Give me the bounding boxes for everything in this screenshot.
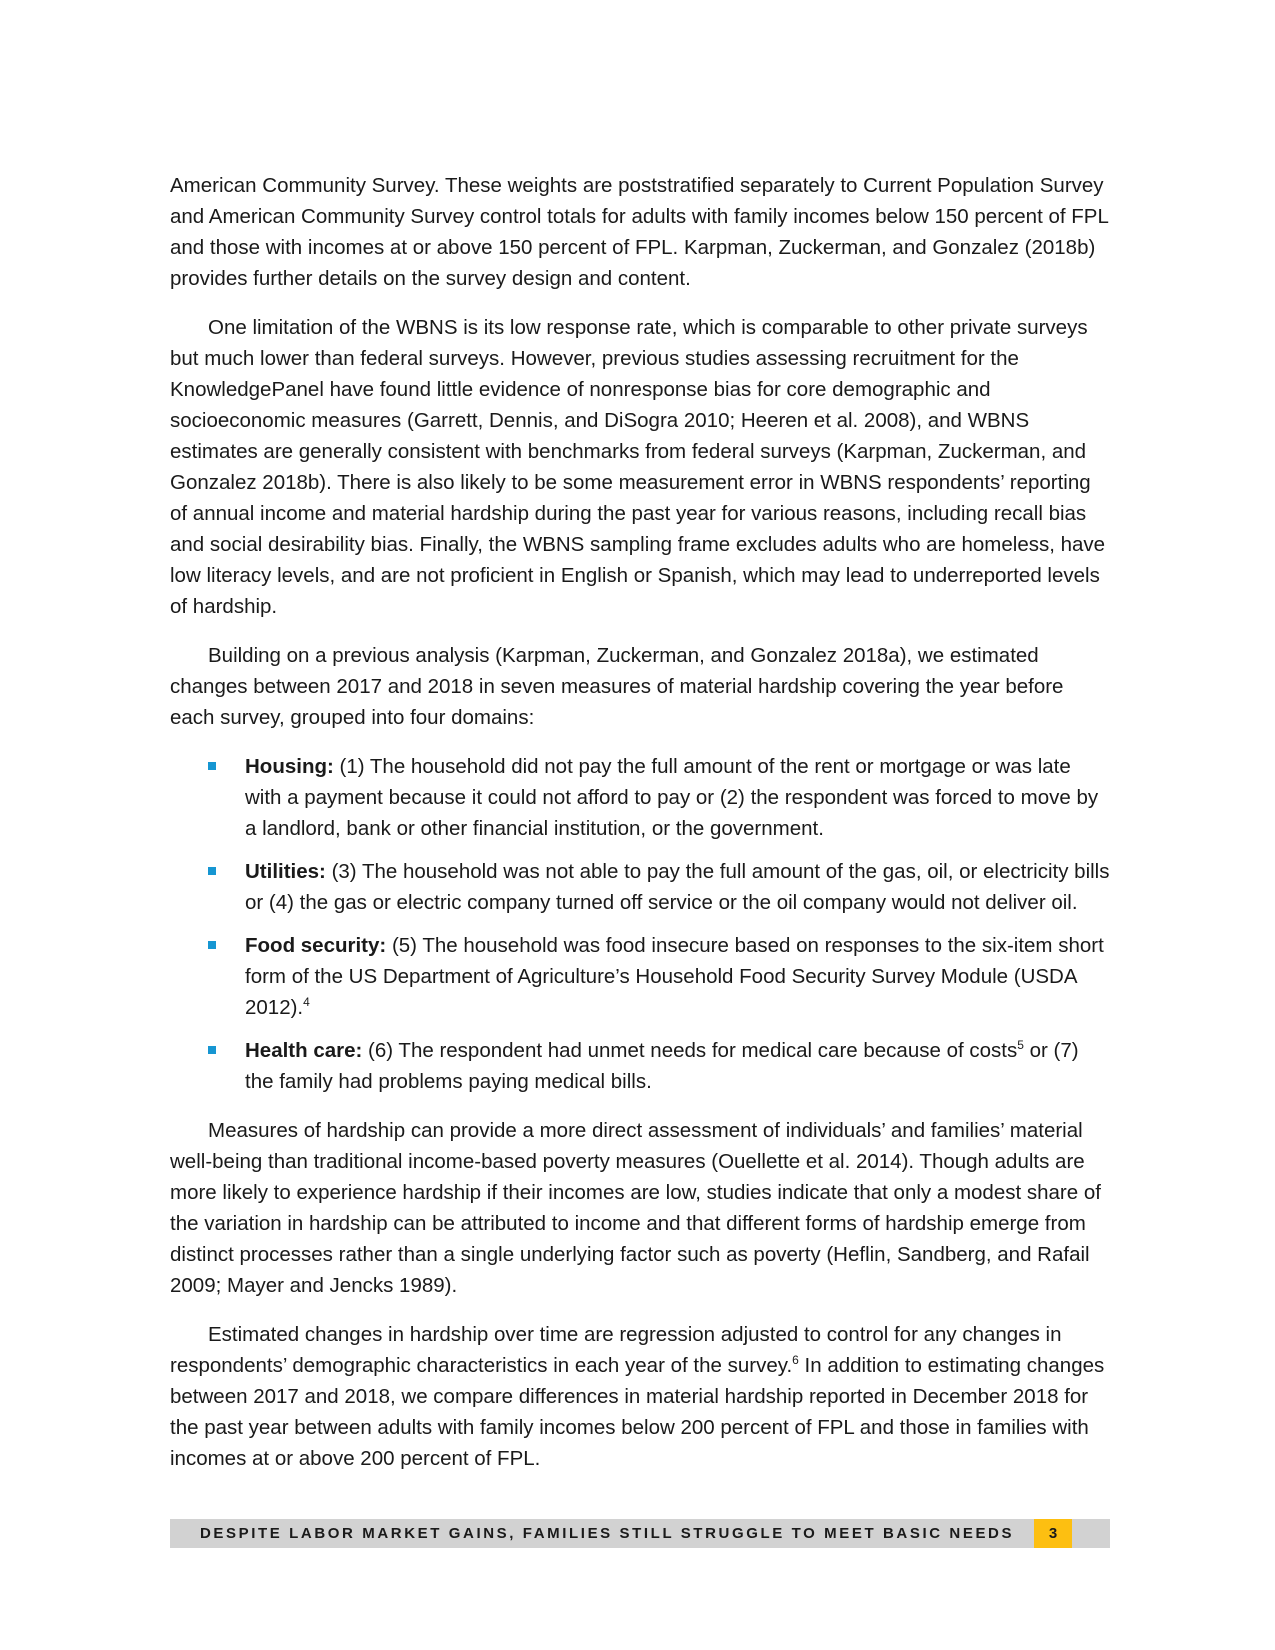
page-footer [170, 1519, 1110, 1548]
footer-title: DESPITE LABOR MARKET GAINS, FAMILIES STILL STRUGGLE TO MEET BASIC NEEDS [200, 1525, 1015, 1542]
bullet-label-health-care: Health care: [245, 1039, 363, 1062]
paragraph-estimated-changes-b: In addition to estimating changes between 2017 and 2018, we compare differences in material hardship reported in December 2018 for the past year between adults with family incomes below 200 percent of FPL and those in families with incomes at or above 200 percent of FPL. [170, 1354, 1105, 1470]
bullet-text-food-security: (5) The household was food insecure based on responses to the six-item short form of the US Department of Agriculture’s Household Food Security Survey Module (USDA 2012). [245, 934, 1104, 1019]
bullet-text-health-care-a: (6) The respondent had unmet needs for medical care because of costs [362, 1039, 1018, 1062]
bullet-label-housing: Housing: [245, 755, 334, 778]
square-bullet-icon [208, 1046, 216, 1054]
bullet-label-food-security: Food security: [245, 934, 387, 957]
bullet-text-utilities: (3) The household was not able to pay the full amount of the gas, oil, or electricity bills or (4) the gas or electric company turned off service or the oil company would not deliver oil. [245, 860, 1110, 914]
square-bullet-icon [208, 762, 216, 770]
page-number-badge: 3 [1034, 1519, 1072, 1548]
paragraph-measures-intro: Building on a previous analysis (Karpman, Zuckerman, and Gonzalez 2018a), we estimated changes between 2017 and 2018 in seven measures of material hardship covering the year before each survey, grouped into four domains: [170, 644, 1064, 729]
square-bullet-icon [208, 941, 216, 949]
paragraph-weights: American Community Survey. These weights are poststratified separately to Current Population Survey and American Community Survey control totals for adults with family incomes below 150 percent of FPL and those with incomes at or above 150 percent of FPL. Karpman, Zuckerman, and Gonzalez (2018b) provides further details on the survey design and content. [170, 174, 1109, 290]
list-item-housing [170, 751, 1110, 844]
footnote-ref-5[interactable]: 5 [1017, 1038, 1024, 1053]
bullet-text-health-care-b: or (7) the family had problems paying medical bills. [245, 1039, 1079, 1093]
paragraph-hardship-measures: Measures of hardship can provide a more direct assessment of individuals’ and families’ material well-being than traditional income-based poverty measures (Ouellette et al. 2014). Though adults are more likely to experience hardship if their incomes are low, studies indicate that only a modest share of the variation in hardship can be attributed to income and that different forms of hardship emerge from distinct processes rather than a single underlying factor such as poverty (Heflin, Sandberg, and Rafail 2009; Mayer and Jencks 1989). [170, 1119, 1101, 1297]
paragraph-estimated-changes [170, 1319, 1110, 1474]
paragraph-limitations: One limitation of the WBNS is its low response rate, which is comparable to other private surveys but much lower than federal surveys. However, previous studies assessing recruitment for the KnowledgePanel have found little evidence of nonresponse bias for core demographic and socioeconomic measures (Garrett, Dennis, and DiSogra 2010; Heeren et al. 2008), and WBNS estimates are generally consistent with benchmarks from federal surveys (Karpman, Zuckerman, and Gonzalez 2018b). There is also likely to be some measurement error in WBNS respondents’ reporting of annual income and material hardship during the past year for various reasons, including recall bias and social desirability bias. Finally, the WBNS sampling frame excludes adults who are homeless, have low literacy levels, and are not proficient in English or Spanish, which may lead to underreported levels of hardship. [170, 316, 1106, 618]
footnote-ref-6[interactable]: 6 [792, 1353, 799, 1368]
list-item-utilities [170, 856, 1110, 918]
bullet-text-housing: (1) The household did not pay the full amount of the rent or mortgage or was late with a payment because it could not afford to pay or (2) the respondent was forced to move by a landlord, bank or other financial institution, or the government. [245, 755, 1099, 840]
document-body [170, 170, 1110, 1492]
list-item-health-care [170, 1035, 1110, 1097]
hardship-domain-list [170, 751, 1110, 1097]
paragraph-estimated-changes-a: Estimated changes in hardship over time are regression adjusted to control for any changes in respondents’ demographic characteristics in each year of the survey. [170, 1323, 1062, 1377]
list-item-food-security [170, 930, 1110, 1023]
square-bullet-icon [208, 867, 216, 875]
bullet-label-utilities: Utilities: [245, 860, 326, 883]
footnote-ref-4[interactable]: 4 [303, 995, 310, 1010]
